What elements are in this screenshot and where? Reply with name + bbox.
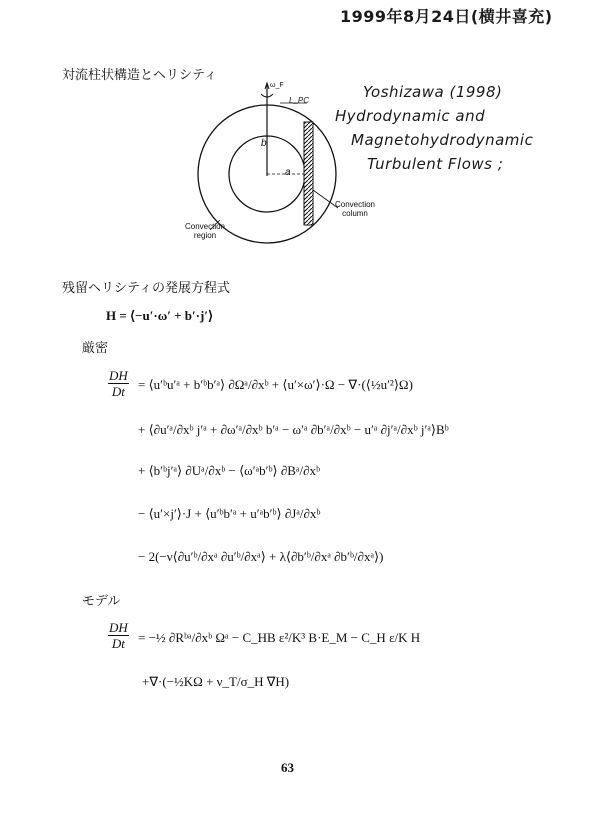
- section-residual-helicity: 残留ヘリシティの発展方程式: [62, 281, 230, 296]
- equation-model-line1: = −½ ∂Rᵇᵃ/∂xᵇ Ωᵃ − C_HB ε²/K³ B·E_M − C_H ε/K H: [138, 630, 421, 645]
- label-convection-region: Convection region: [184, 222, 226, 240]
- equation-model-line2: +∇·(−½KΩ + ν_T/σ_H ∇H): [142, 674, 290, 689]
- handwritten-note: Yoshizawa (1998) Hydrodynamic and Magnetohydrodynamic Turbulent Flows ;: [335, 83, 534, 173]
- equation-model-lhs: $\frac{DH}{Dt}$: [109, 620, 128, 651]
- label-convection-column: Convection column: [334, 200, 376, 218]
- section-model: モデル: [82, 594, 121, 609]
- equation-strict-line1: = ⟨u′ᵇu′ᵃ + b′ᵇb′ᵃ⟩ ∂Ωᵃ/∂xᵇ + ⟨u′×ω′⟩·Ω − ∇·(⟨½u′²⟩Ω): [138, 377, 413, 392]
- label-l-pc: L_PC: [289, 96, 310, 105]
- equation-h-definition: H = ⟨−u′·ω′ + b′·j′⟩: [106, 308, 214, 323]
- handwritten-date-header: 1999年8月24日(横井喜充): [340, 7, 553, 26]
- label-a: a: [285, 167, 291, 178]
- convection-column-rect: [304, 122, 313, 225]
- equation-strict-lhs: $\frac{DH}{Dt}$: [109, 368, 128, 399]
- page-number: 63: [281, 760, 294, 775]
- equation-strict-line5: − 2(−ν⟨∂u′ᵇ/∂xᵃ ∂u′ᵇ/∂xᵃ⟩ + λ⟨∂b′ᵇ/∂xᵃ ∂b′ᵇ/∂xᵃ⟩): [138, 549, 384, 564]
- section-strict: 厳密: [82, 341, 109, 356]
- equation-strict-line4: − ⟨u′×j′⟩·J + ⟨u′ᵇb′ᵃ + u′ᵃb′ᵇ⟩ ∂Jᵃ/∂xᵇ: [138, 506, 321, 521]
- label-omega-f: ω_F: [270, 82, 284, 89]
- figure-title: 対流柱状構造とヘリシティ: [62, 68, 217, 83]
- equation-strict-line2: + ⟨∂u′ᵃ/∂xᵇ j′ᵃ + ∂ω′ᵃ/∂xᵇ b′ᵃ − ω′ᵃ ∂b′ᵃ/∂xᵇ − u′ᵃ ∂j′ᵃ/∂xᵇ j′ᵃ⟩Bᵇ: [138, 422, 449, 437]
- equation-strict-line3: + ⟨b′ᵇj′ᵃ⟩ ∂Uᵃ/∂xᵇ − ⟨ω′ᵃb′ᵇ⟩ ∂Bᵃ/∂xᵇ: [138, 463, 321, 478]
- label-b: b: [261, 138, 267, 149]
